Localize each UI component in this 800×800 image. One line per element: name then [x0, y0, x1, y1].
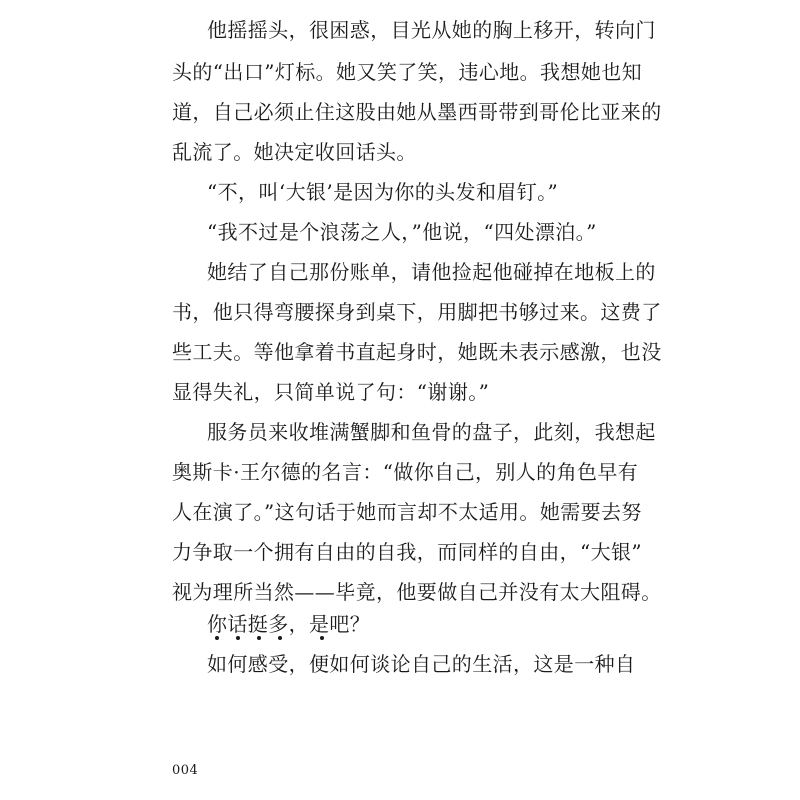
text-line-9: 些工夫。等他拿着书直起身时，她既未表示感激，也没	[172, 340, 662, 364]
text-line-14: 力争取一个拥有自由的自我，而同样的自由，“大银”	[172, 540, 643, 564]
text-line-6: “我不过是个浪荡之人，”他说，“四处漂泊。”	[207, 220, 597, 244]
emphasis-dot	[278, 636, 282, 640]
page-number: 004	[172, 763, 199, 778]
text-line-10: 显得失礼，只简单说了句：“谢谢。”	[172, 380, 490, 404]
text-line-12: 奥斯卡·王尔德的名言：“做你自己，别人的角色早有	[172, 460, 639, 484]
text-line-13: 人在演了。”这句话于她而言却不太适用。她需要去努	[172, 500, 642, 524]
text-line-1: 他摇摇头，很困惑，目光从她的胸上移开，转向门	[207, 18, 656, 42]
emphasis-dot	[320, 636, 324, 640]
text-line-15: 视为理所当然——毕竟，他要做自己并没有太大阻碍。	[172, 580, 662, 604]
emphasized-line	[207, 610, 612, 638]
text-line-11: 服务员来收堆满蟹脚和鱼骨的盘子，此刻，我想起	[207, 420, 656, 444]
text-line-3: 道，自己必须止住这股由她从墨西哥带到哥伦比亚来的	[172, 100, 662, 124]
emphasized-text: 你话挺多，是吧？	[207, 612, 371, 636]
text-line-7: 她结了自己那份账单，请他捡起他碰掉在地板上的	[207, 260, 656, 284]
text-line-17: 如何感受，便如何谈论自己的生活，这是一种自	[207, 652, 636, 676]
text-line-2: 头的“出口”灯标。她又笑了笑，违心地。我想她也知	[172, 60, 643, 84]
emphasis-dot	[257, 636, 261, 640]
emphasis-dot	[215, 636, 219, 640]
text-line-4: 乱流了。她决定收回话头。	[172, 140, 417, 164]
text-line-5: “不，叫‘大银’是因为你的头发和眉钉。”	[207, 180, 559, 204]
text-line-8: 书，他只得弯腰探身到桌下，用脚把书够过来。这费了	[172, 300, 662, 324]
emphasis-dot	[236, 636, 240, 640]
